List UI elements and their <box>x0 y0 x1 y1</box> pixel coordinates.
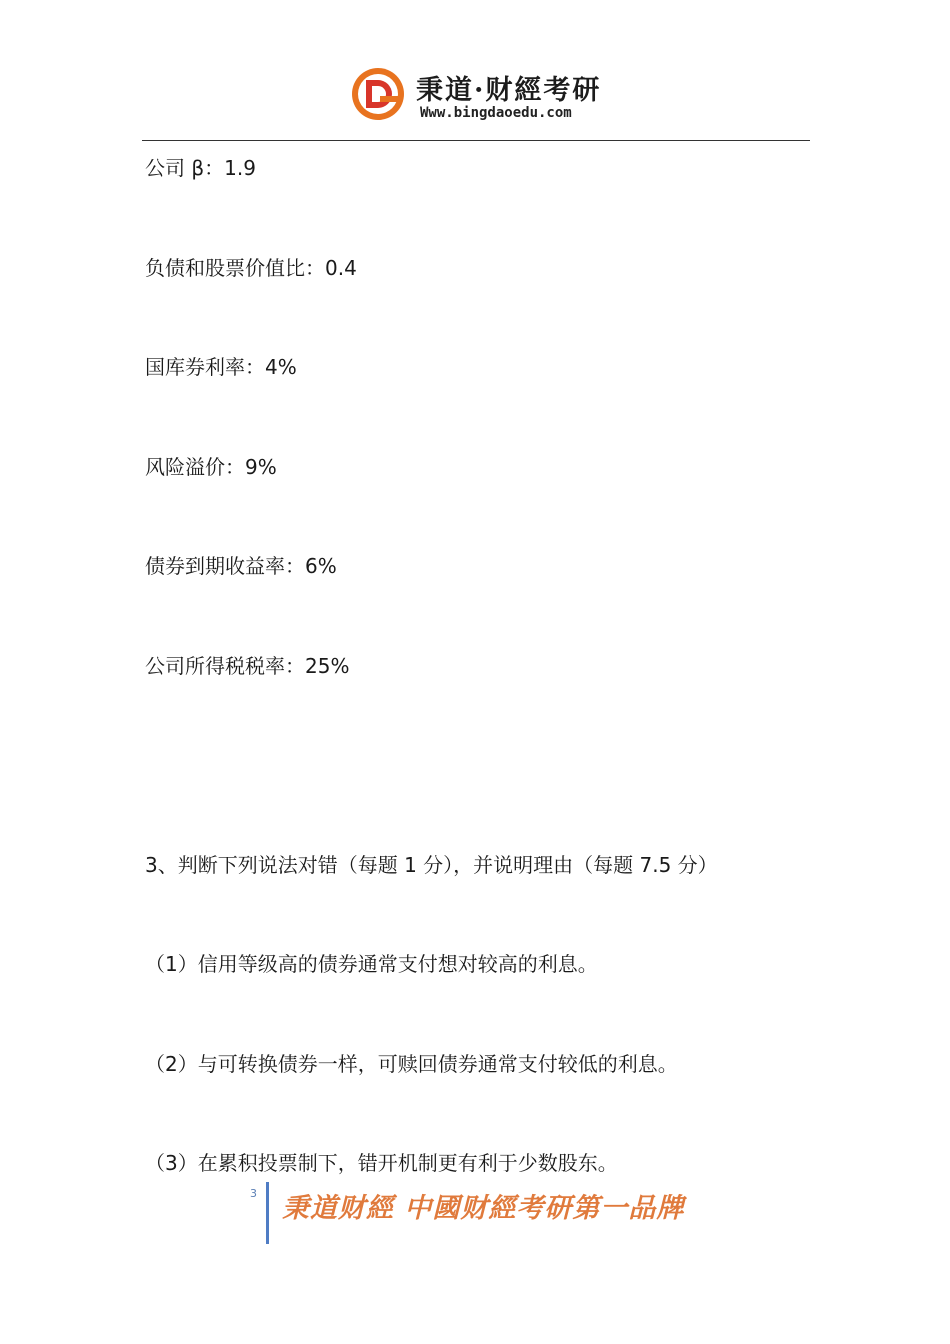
page-number: 3 <box>250 1187 257 1200</box>
param-debt-equity: 负债和股票价值比：0.4 <box>145 256 357 280</box>
question-title: 3、判断下列说法对错（每题 1 分），并说明理由（每题 7.5 分） <box>145 853 718 877</box>
header-divider <box>142 140 810 141</box>
page-header <box>350 64 620 124</box>
param-treasury-rate: 国库券利率：4% <box>145 355 297 379</box>
question-item-1: （1）信用等级高的债券通常支付想对较高的利息。 <box>145 952 598 976</box>
param-risk-premium: 风险溢价：9% <box>145 455 277 479</box>
footer-slogan: 秉道财經 中國财經考研第一品牌 <box>282 1193 685 1224</box>
param-beta: 公司 β：1.9 <box>145 156 256 180</box>
logo-icon <box>350 66 406 122</box>
brand-url: Www.bingdaoedu.com <box>420 105 572 121</box>
question-item-3: （3）在累积投票制下，错开机制更有利于少数股东。 <box>145 1151 618 1175</box>
brand-name: 秉道·财經考研 <box>416 75 602 106</box>
question-item-2: （2）与可转换债券一样，可赎回债券通常支付较低的利息。 <box>145 1052 678 1076</box>
param-tax-rate: 公司所得税税率：25% <box>145 654 350 678</box>
param-bond-ytm: 债券到期收益率：6% <box>145 554 337 578</box>
footer-accent-bar <box>266 1182 269 1244</box>
